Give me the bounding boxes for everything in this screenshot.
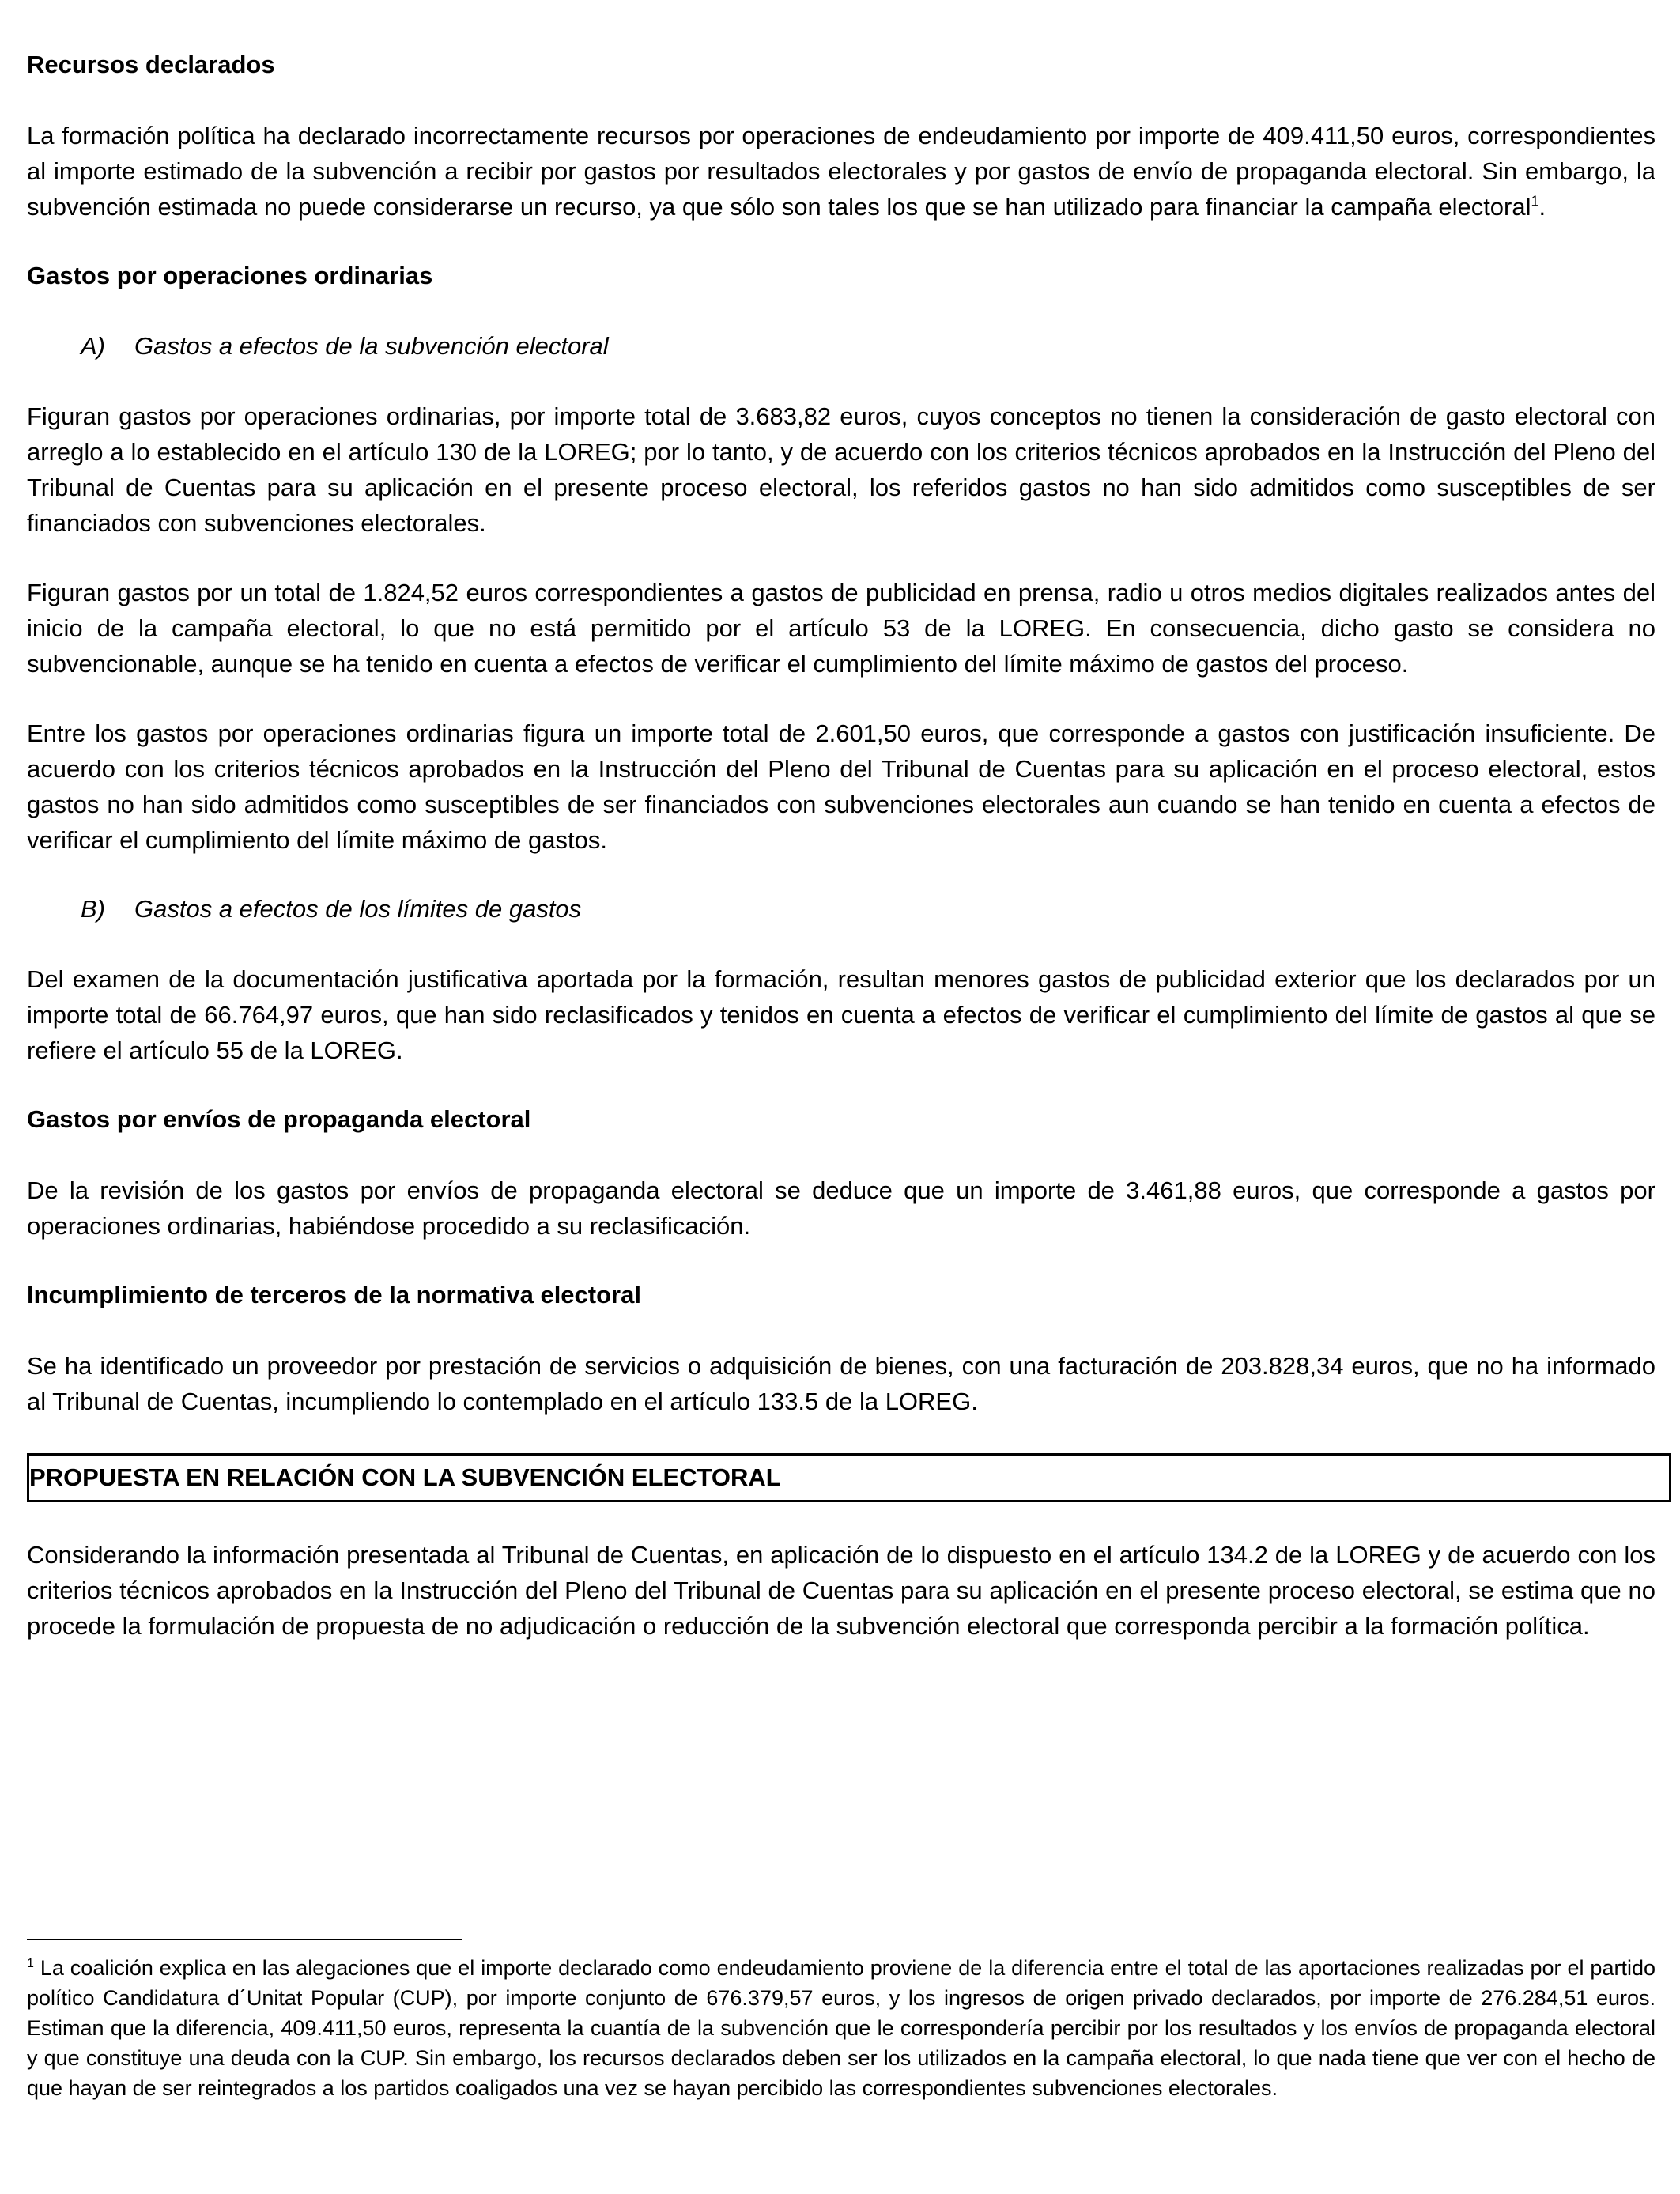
boxed-heading-propuesta — [27, 1453, 1671, 1502]
footnote-ref-1[interactable]: 1 — [1531, 193, 1539, 210]
paragraph-recursos-end: . — [1538, 193, 1546, 221]
subheading-b — [27, 892, 1655, 927]
footnote-1 — [27, 1953, 1655, 2103]
heading-recursos-declarados: Recursos declarados — [27, 51, 275, 78]
subheading-b-letter: B) — [81, 895, 105, 923]
propuesta-heading-text: PROPUESTA EN RELACIÓN CON LA SUBVENCIÓN ELECTORAL — [29, 1463, 781, 1491]
paragraph-ordinarias-4: Del examen de la documentación justificativa aportada por la formación, resultan menores gastos de publicidad exterior que los declarados por un importe total de 66.764,97 euros, que han sido reclasificados y tenidos en cuenta a efectos de verificar el cumplimiento del límite de gastos al que se refiere el artículo 55 de la LOREG. — [27, 965, 1655, 1064]
paragraph-ordinarias-2: Figuran gastos por un total de 1.824,52 euros correspondientes a gastos de publicidad en prensa, radio u otros medios digitales realizados antes del inicio de la campaña electoral, lo que no está permitido por el artículo 53 de la LOREG. En consecuencia, dicho gasto se considera no subvencionable, aunque se ha tenido en cuenta a efectos de verificar el cumplimiento del límite máximo de gastos del proceso. — [27, 579, 1655, 678]
paragraph-ordinarias-1: Figuran gastos por operaciones ordinarias, por importe total de 3.683,82 euros, cuyos conceptos no tienen la consideración de gasto electoral con arreglo a lo establecido en el artículo 130 de la LOREG; por lo tanto, y de acuerdo con los criterios técnicos aprobados en la Instrucción del Pleno del Tribunal de Cuentas para su aplicación en el presente proceso electoral, los referidos gastos no han sido admitidos como susceptibles de ser financiados con subvenciones electorales. — [27, 402, 1655, 537]
paragraph-recursos — [27, 118, 1655, 225]
heading-gastos-envios: Gastos por envíos de propaganda electoral — [27, 1105, 531, 1133]
paragraph-terceros: Se ha identificado un proveedor por prestación de servicios o adquisición de bienes, con una facturación de 203.828,34 euros, que no ha informado al Tribunal de Cuentas, incumpliendo lo contemplado en el artículo 133.5 de la LOREG. — [27, 1352, 1655, 1415]
paragraph-recursos-text: La formación política ha declarado incorrectamente recursos por operaciones de endeudamiento por importe de 409.411,50 euros, correspondientes al importe estimado de la subvención a recibir por gastos por resultados electorales y por gastos de envío de propaganda electoral. Sin embargo, la subvención estimada no puede considerarse un recurso, ya que sólo son tales los que se han utilizado para financiar la campaña electoral — [27, 122, 1655, 221]
heading-incumplimiento-terceros: Incumplimiento de terceros de la normativa electoral — [27, 1281, 641, 1308]
subheading-a-text: Gastos a efectos de la subvención electoral — [134, 332, 609, 360]
document-body — [27, 47, 1655, 1678]
subheading-a — [27, 329, 1655, 364]
footnote-text: La coalición explica en las alegaciones que el importe declarado como endeudamiento proviene de la diferencia entre el total de las aportaciones realizadas por el partido político Candidatura d´Unitat Popular (CUP), por importe conjunto de 676.379,57 euros, y los ingresos de origen privado declarados, por importe de 276.284,51 euros. Estiman que la diferencia, 409.411,50 euros, representa la cuantía de la subvención que le correspondería percibir por los resultados y los envíos de propaganda electoral y que constituye una deuda con la CUP. Sin embargo, los recursos declarados deben ser los utilizados en la campaña electoral, lo que nada tiene que ver con el hecho de que hayan de ser reintegrados a los partidos coaligados una vez se hayan percibido las correspondientes subvenciones electorales. — [27, 1956, 1655, 2100]
paragraph-propuesta: Considerando la información presentada al Tribunal de Cuentas, en aplicación de lo dispuesto en el artículo 134.2 de la LOREG y de acuerdo con los criterios técnicos aprobados en la Instrucción del Pleno del Tribunal de Cuentas para su aplicación en el presente proceso electoral, se estima que no procede la formulación de propuesta de no adjudicación o reducción de la subvención electoral que corresponda percibir a la formación política. — [27, 1541, 1655, 1640]
paragraph-envios: De la revisión de los gastos por envíos de propaganda electoral se deduce que un importe de 3.461,88 euros, que corresponde a gastos por operaciones ordinarias, habiéndose procedido a su reclasificación. — [27, 1176, 1655, 1240]
subheading-a-letter: A) — [81, 332, 105, 360]
heading-gastos-ordinarias: Gastos por operaciones ordinarias — [27, 262, 433, 289]
footnote-number: 1 — [27, 1957, 34, 1970]
paragraph-ordinarias-3: Entre los gastos por operaciones ordinarias figura un importe total de 2.601,50 euros, que corresponde a gastos con justificación insuficiente. De acuerdo con los criterios técnicos aprobados en la Instrucción del Pleno del Tribunal de Cuentas para su aplicación en el proceso electoral, estos gastos no han sido admitidos como susceptibles de ser financiados con subvenciones electorales aun cuando se han tenido en cuenta a efectos de verificar el cumplimiento del límite máximo de gastos. — [27, 719, 1655, 854]
subheading-b-text: Gastos a efectos de los límites de gastos — [134, 895, 582, 923]
footnote-divider — [27, 1939, 462, 1940]
